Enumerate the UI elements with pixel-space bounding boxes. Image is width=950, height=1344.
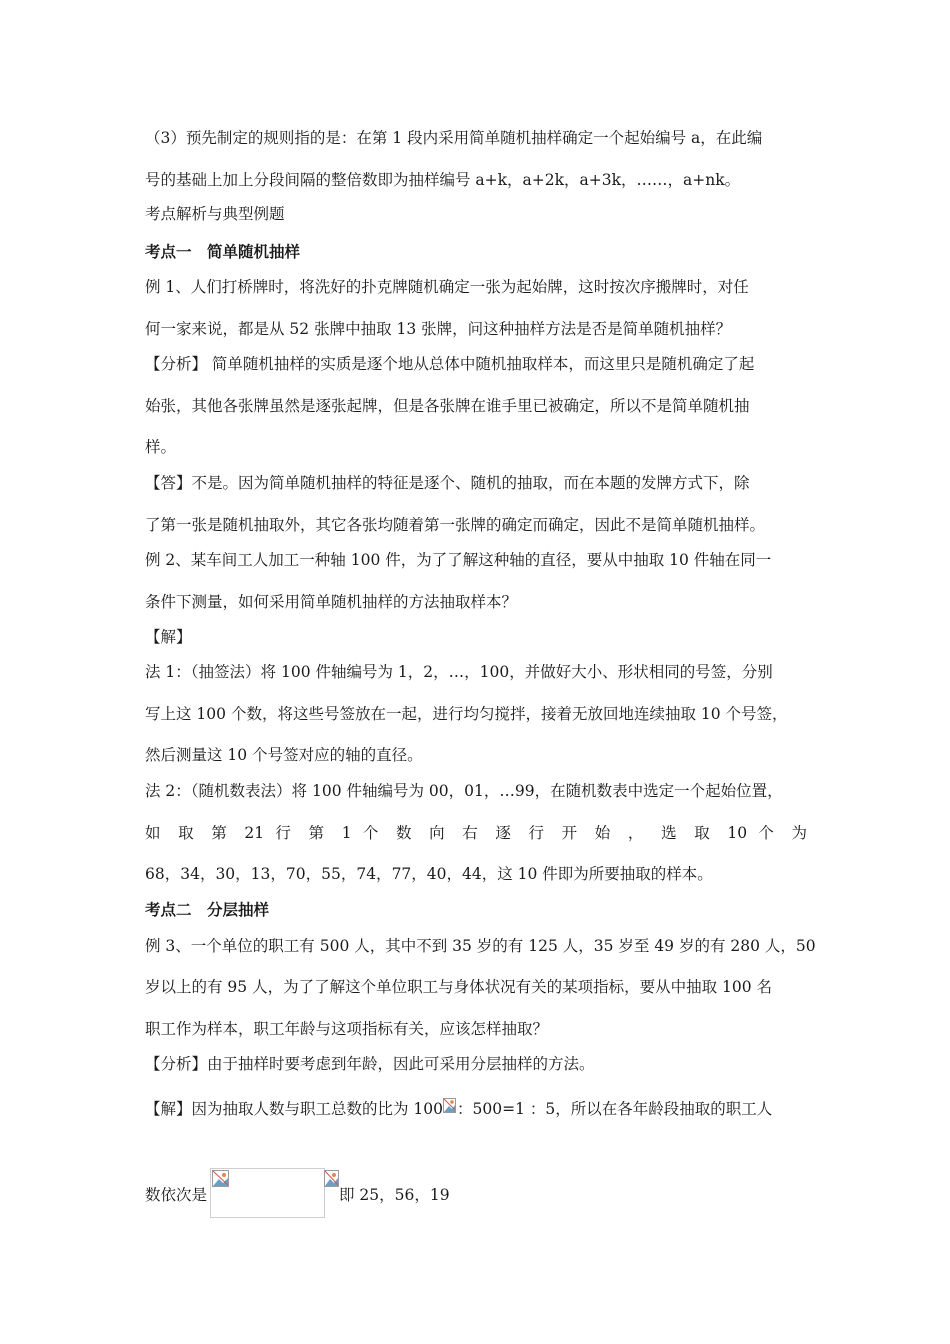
topic-one-heading: 考点一 简单随机抽样 [145, 242, 301, 261]
section-heading: 考点解析与典型例题 [145, 205, 285, 223]
broken-image-icon [443, 1098, 457, 1116]
example-1-line-2: 何一家来说，都是从 52 张牌中抽取 13 张牌，问这种抽样方法是否是简单随机抽样？ [145, 320, 732, 338]
method-2-line-1: 法 2：（随机数表法）将 100 件轴编号为 00，01，…99，在随机数表中选定一个起始位置， [145, 782, 783, 800]
solution-3-text-before: 【解】因为抽取人数与职工总数的比为 100 [145, 1100, 444, 1118]
solution-3-line-2-prefix: 数依次是 [145, 1186, 208, 1204]
method-1-line-2: 写上这 100 个数，将这些号签放在一起，进行均匀搅拌，接着无放回地连续抽取 10 个号签， [145, 705, 788, 723]
solution-3-line-2-suffix: 即 25，56，19 [339, 1186, 450, 1204]
example-2-line-2: 条件下测量，如何采用简单随机抽样的方法抽取样本？ [145, 593, 518, 611]
solution-3-text-after: ：500=1 ：5，所以在各年龄段抽取的职工人 [457, 1100, 773, 1118]
topic-two-heading: 考点二 分层抽样 [145, 900, 270, 919]
answer-1-line-2: 了第一张是随机抽取外，其它各张均随着第一张牌的确定而确定，因此不是简单随机抽样。 [145, 516, 766, 534]
method-2-line-2: 如 取 第 21 行 第 1 个 数 向 右 逐 行 开 始 ， 选 取 10 个 为 [145, 824, 807, 842]
analysis-3-line: 【分析】由于抽样时要考虑到年龄，因此可采用分层抽样的方法。 [145, 1055, 595, 1073]
paragraph-rule-line-1: （3）预先制定的规则指的是：在第 1 段内采用简单随机抽样确定一个起始编号 a，在此编 [145, 129, 763, 147]
answer-1-line-1: 【答】不是。因为简单随机抽样的特征是逐个、随机的抽取，而在本题的发牌方式下，除 [145, 474, 750, 492]
example-3-line-2: 岁以上的有 95 人，为了了解这个单位职工与身体状况有关的某项指标，要从中抽取 100 名 [145, 978, 773, 996]
solution-3-line-1 [145, 1098, 772, 1119]
analysis-1-line-1: 【分析】 简单随机抽样的实质是逐个地从总体中随机抽取样本，而这里只是随机确定了起 [145, 355, 755, 373]
method-1-line-1: 法 1：（抽签法）将 100 件轴编号为 1，2，…，100，并做好大小、形状相同的号签，分别 [145, 663, 773, 681]
example-2-line-1: 例 2、某车间工人加工一种轴 100 件，为了了解这种轴的直径，要从中抽取 10 件轴在同一 [145, 551, 772, 569]
broken-image-icon [324, 1170, 340, 1192]
analysis-1-line-2: 始张，其他各张牌虽然是逐张起牌，但是各张牌在谁手里已被确定，所以不是简单随机抽 [145, 397, 750, 415]
example-1-line-1: 例 1、人们打桥牌时，将洗好的扑克牌随机确定一张为起始牌，这时按次序搬牌时，对任 [145, 278, 749, 296]
example-3-line-3: 职工作为样本，职工年龄与这项指标有关，应该怎样抽取？ [145, 1020, 549, 1038]
solution-2-label: 【解】 [145, 628, 192, 646]
example-3-line-1: 例 3、一个单位的职工有 500 人，其中不到 35 岁的有 125 人，35 岁至 49 岁的有 280 人，50 [145, 937, 816, 955]
method-1-line-3: 然后测量这 10 个号签对应的轴的直径。 [145, 746, 423, 764]
method-2-line-3: 68，34，30，13，70，55，74，77，40，44，这 10 件即为所要抽取的样本。 [145, 865, 713, 883]
analysis-1-line-3: 样。 [145, 438, 177, 456]
paragraph-rule-line-2: 号的基础上加上分段间隔的整倍数即为抽样编号 a+k，a+2k，a+3k，……，a+nk。 [145, 171, 741, 189]
broken-image-icon [212, 1170, 230, 1192]
